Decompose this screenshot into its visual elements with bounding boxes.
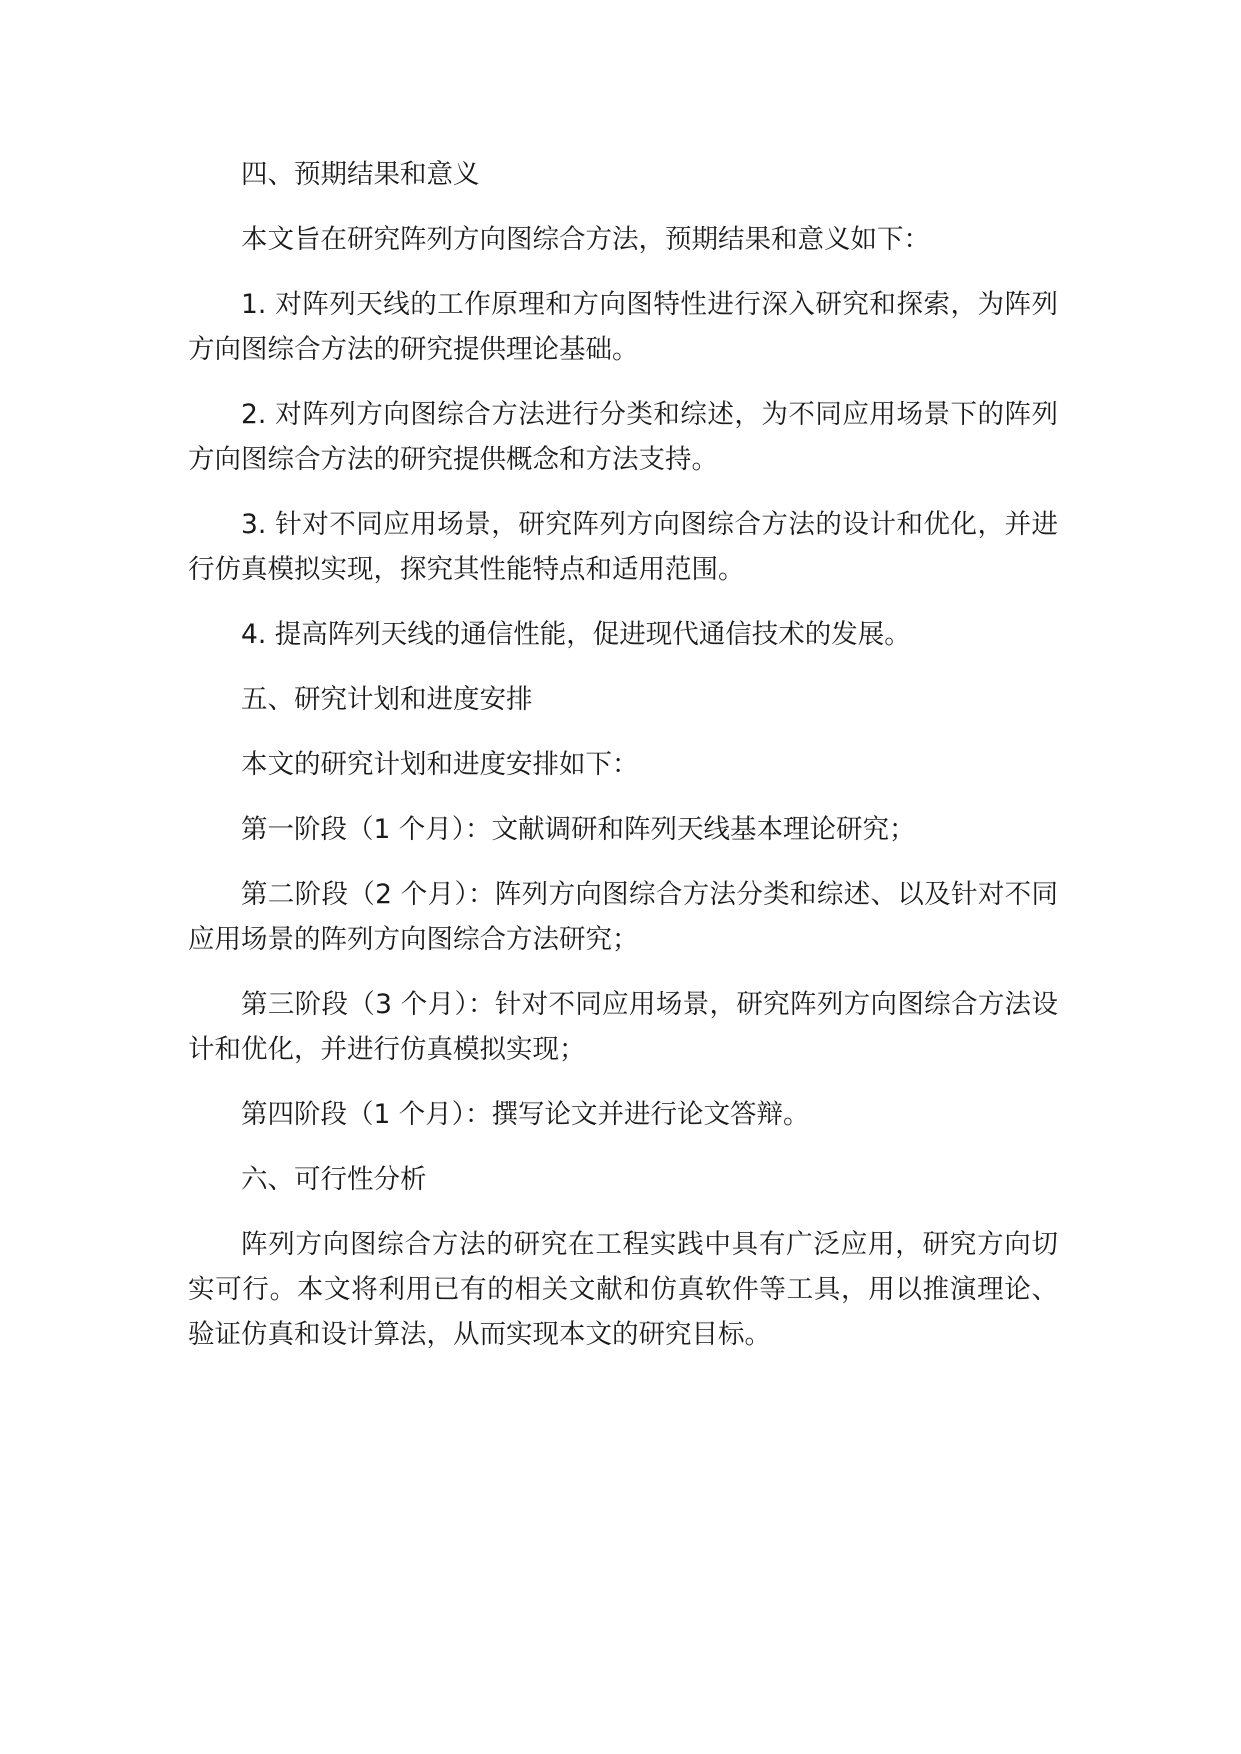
plan-stage: 第一阶段（1 个月）：文献调研和阵列天线基本理论研究； — [241, 814, 916, 845]
list-item: 4. 提高阵列天线的通信性能，促进现代通信技术的发展。 — [241, 619, 911, 650]
section-heading-expected-results: 四、预期结果和意义 — [241, 159, 480, 190]
section-heading-feasibility: 六、可行性分析 — [241, 1164, 427, 1195]
plan-stage: 第四阶段（1 个月）：撰写论文并进行论文答辩。 — [241, 1099, 810, 1130]
plan-stage: 第三阶段（3 个月）：针对不同应用场景，研究阵列方向图综合方法设计和优化，并进行仿真模拟实现； — [188, 989, 1058, 1065]
section-intro-expected-results: 本文旨在研究阵列方向图综合方法，预期结果和意义如下： — [241, 224, 930, 255]
plan-stage: 第二阶段（2 个月）：阵列方向图综合方法分类和综述、以及针对不同应用场景的阵列方向图综合方法研究； — [188, 879, 1058, 955]
section-heading-research-plan: 五、研究计划和进度安排 — [241, 684, 533, 715]
list-item: 1. 对阵列天线的工作原理和方向图特性进行深入研究和探索，为阵列方向图综合方法的研究提供理论基础。 — [188, 289, 1058, 365]
section-body-feasibility: 阵列方向图综合方法的研究在工程实践中具有广泛应用，研究方向切实可行。本文将利用已有的相关文献和仿真软件等工具，用以推演理论、验证仿真和设计算法，从而实现本文的研究目标。 — [188, 1229, 1058, 1350]
document-body — [188, 152, 1058, 1377]
section-intro-research-plan: 本文的研究计划和进度安排如下： — [241, 749, 639, 780]
list-item: 3. 针对不同应用场景，研究阵列方向图综合方法的设计和优化，并进行仿真模拟实现，探究其性能特点和适用范围。 — [188, 509, 1058, 585]
list-item: 2. 对阵列方向图综合方法进行分类和综述，为不同应用场景下的阵列方向图综合方法的研究提供概念和方法支持。 — [188, 399, 1058, 475]
